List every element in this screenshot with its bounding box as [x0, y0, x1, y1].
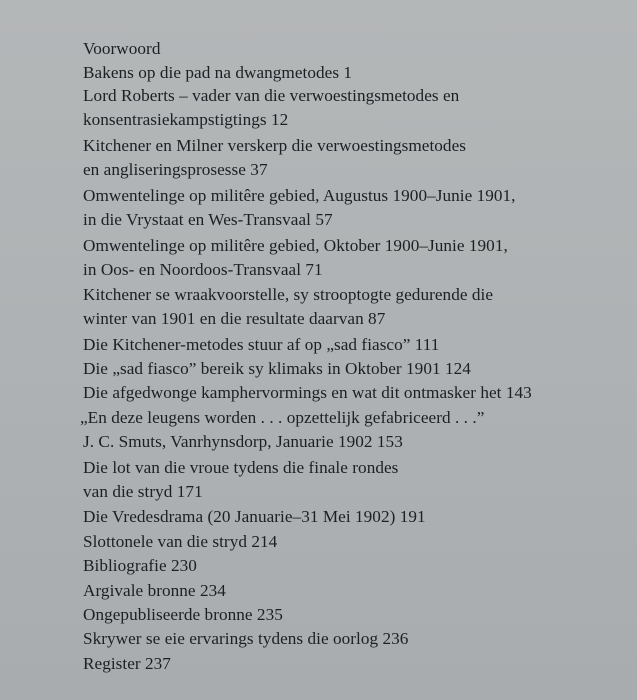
chapter-title: Die afgedwonge kamphervormings en wat dit ontmasker het 143: [83, 383, 532, 402]
chapter-title: Kitchener en Milner verskerp die verwoestingsmetodes: [83, 136, 466, 155]
chapter-title-continued: van die stryd 171: [83, 482, 203, 501]
chapter-title-continued: en angliseringsprosesse 37: [83, 160, 268, 179]
chapter-title: Die „sad fiasco” bereik sy klimaks in Oktober 1901 124: [83, 359, 471, 378]
chapter-title: Omwentelinge op militêre gebied, Augustus 1900–Junie 1901,: [83, 186, 516, 205]
chapter-title: Bakens op die pad na dwangmetodes 1: [83, 63, 353, 82]
chapter-title: Kitchener se wraakvoorstelle, sy strooptogte gedurende die: [83, 285, 494, 304]
table-of-contents-page: Voorwoord Bakens op die pad na dwangmetodes 1 Lord Roberts – vader van die verwoestingsmetodes en konsentrasiekampstigtings 12 Kitchener en Milner verskerp die verwoestingsmetodes en angliseringsprosesse 37 Omwentelinge op militêre gebied, Augustus 1900–Junie 1901, in die Vrystaat en Wes-Transvaal 57 Omwentelinge op militêre gebied, Oktober 1900–Junie 1901, in Oos- en Noordoos-Transvaal 71 Kitchener se wraakvoorstelle, sy strooptogte gedurende die winter van 1901 en die resultate daarvan 87 Die Kitchener-metodes stuur af op „sad fiasco” 111 Die „sad fiasco” bereik sy klimaks in Oktober 1901 124 Die afgedwonge kamphervormings en wat dit ontmasker het 143 „En deze leugens worden . . . opzettelijk gefabriceerd . . .” J. C. Smuts, Vanrhynsdorp, Januarie 1902 153 Die lot van die vroue tydens die finale rondes van die stryd 171 Die Vredesdrama (20 Januarie–31 Mei 1902) 191 Slottonele van die stryd 214 Bibliografie 230 Argivale bronne 234 Ongepubliseerde bronne 235 Skrywer se eie ervarings tydens die oorlog 236 Register 237: [80, 39, 532, 673]
chapter-title-continued: winter van 1901 en die resultate daarvan 87: [83, 309, 386, 328]
chapter-title-continued: in Oos- en Noordoos-Transvaal 71: [83, 260, 323, 279]
chapter-title: Die lot van die vroue tydens die finale rondes: [83, 458, 399, 477]
chapter-title: Omwentelinge op militêre gebied, Oktober 1900–Junie 1901,: [83, 236, 508, 255]
chapter-title: Slottonele van die stryd 214: [83, 532, 278, 551]
chapter-title: Lord Roberts – vader van die verwoestingsmetodes en: [83, 86, 460, 105]
chapter-title: Die Kitchener-metodes stuur af op „sad fiasco” 111: [83, 335, 440, 354]
chapter-title: „En deze leugens worden . . . opzettelijk gefabriceerd . . .”: [80, 408, 485, 427]
chapter-title-continued: konsentrasiekampstigtings 12: [83, 110, 289, 129]
chapter-title: Die Vredesdrama (20 Januarie–31 Mei 1902) 191: [83, 507, 426, 526]
chapter-title-continued: J. C. Smuts, Vanrhynsdorp, Januarie 1902 153: [83, 432, 403, 451]
chapter-title-continued: in die Vrystaat en Wes-Transvaal 57: [83, 210, 333, 229]
